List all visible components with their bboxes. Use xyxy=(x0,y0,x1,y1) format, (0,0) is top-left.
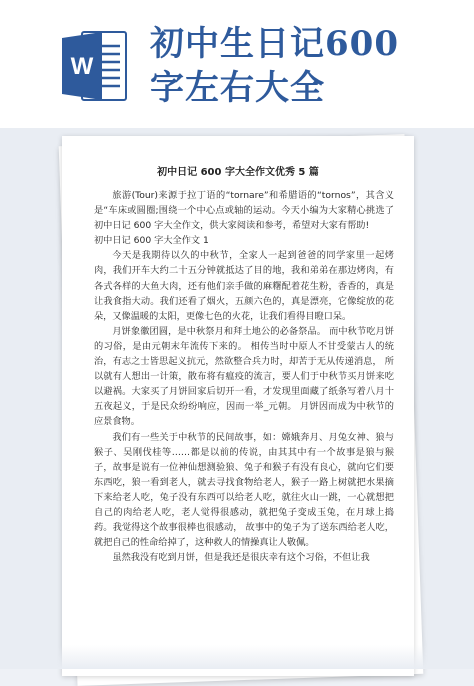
section-subtitle: 初中日记 600 字大全作文 1 xyxy=(94,235,209,247)
body-paragraph: 虽然我没有吃到月饼，但是我还是很庆幸有这个习俗，不但让我 xyxy=(112,552,370,564)
word-icon-letter: W xyxy=(70,53,94,80)
page-title-line-1: 初中生日记600 xyxy=(150,24,399,64)
intro-paragraph: 旅游(Tour)来源于拉丁语的“tornare”和希腊语的“tornos”，其含义是“车床或圆圈;围绕一个中心点或轴的运动。今天小编为大家精心挑选了初中日记 600 字大全作文，供大家阅读和参考，希望对大家有帮助! xyxy=(94,190,394,232)
body-paragraph: 月饼象徽团圆，是中秋祭月和拜土地公的必备祭品。 而中秋节吃月饼的习俗，是由元朝末年流传下来的。 相传当时中原人不甘受蒙古人的统治，有志之士皆思起义抗元，然欲整合兵力时，却苦于无从传递消息， 所以就有人想出一计策，散布将有瘟疫的流言，要人们于中秋节买月饼来吃以避祸。大家买了月饼回家后切开一看，才发现里面藏了纸条写着八月十五夜起义，于是民众纷纷响应，因而一举_元朝。 月饼因而成为中秋节的应景食物。 xyxy=(94,325,394,428)
word-document-icon xyxy=(60,28,130,104)
document-title: 初中日记 600 字大全作文优秀 5 篇 xyxy=(157,167,319,178)
document-preview-area xyxy=(0,128,474,669)
document-page[interactable] xyxy=(62,136,414,676)
document-body xyxy=(94,188,394,565)
page-title xyxy=(150,22,460,110)
body-paragraph: 我们有一些关于中秋节的民间故事，如：嫦娥奔月、月兔女神、狼与猴子、吴刚伐桂等……都是以前的传说，由其其中有一个故事是狼与猴子，故事是说有一位神仙想测验狼、兔子和猴子有没有良心，就向它们要东西吃，狼一看到老人，就去寻找食物给老人，猴子一路上树就把水果摘下来给老人吃，兔子没有东西可以给老人吃，就往火山一跳，一心就想把自己的肉给老人吃，老人觉得很感动，就把兔子变成玉兔，在月球上捣药。我觉得这个故事很棒也很感动， 故事中的兔子为了送东西给老人吃，就把自己的性命给掉了，这种救人的情操真让人敬佩。 xyxy=(94,431,394,549)
body-paragraph: 今天是我期待以久的中秋节，全家人一起到爸爸的同学家里一起烤肉，我们开车大约二十五分钟就抵达了目的地，我和弟弟在那边烤肉，有各式各样的大鱼大肉，还有他们亲手做的麻糬配着花生粉，香香的，真是让我食指大动。我们还看了烟火，五颜六色的，真是漂亮，它像绽放的花朵，又像温暖的太阳，更像七色的火花，让我们看得目瞪口呆。 xyxy=(94,250,394,322)
page-title-line-2: 字左右大全 xyxy=(150,68,325,108)
header-banner xyxy=(0,0,474,128)
bottom-fade xyxy=(0,645,474,669)
